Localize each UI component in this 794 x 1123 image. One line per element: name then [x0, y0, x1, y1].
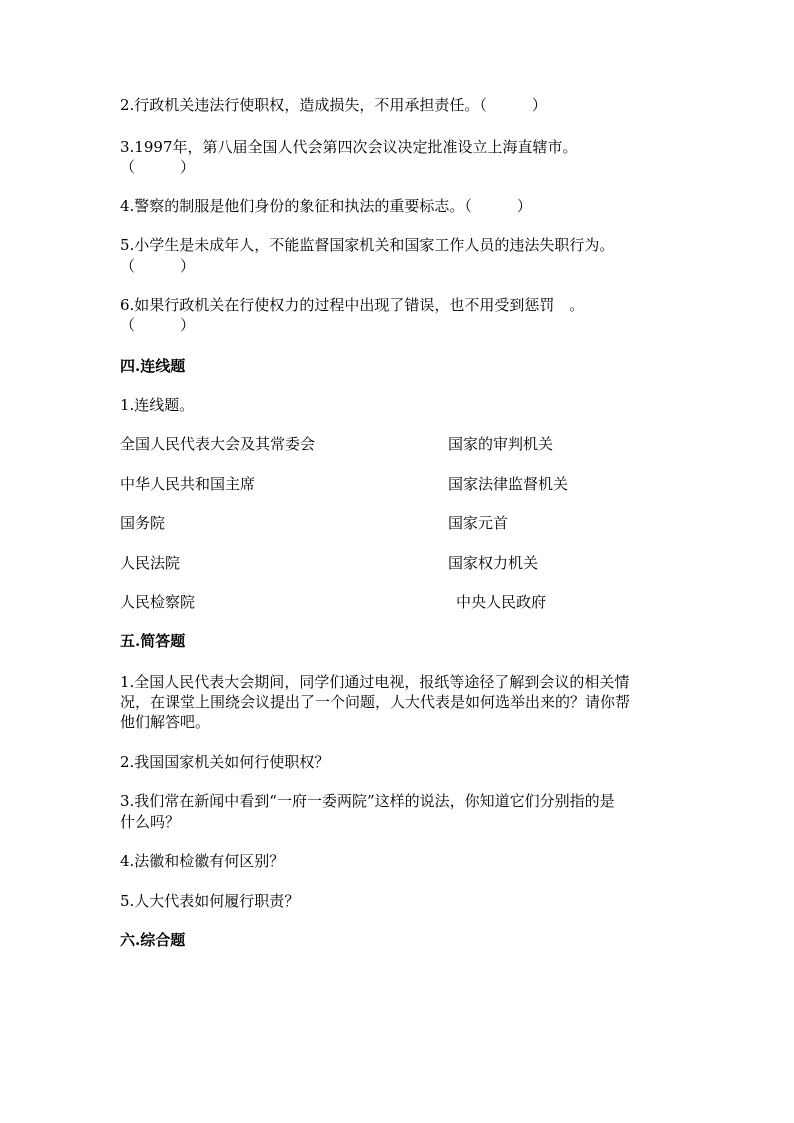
- match-left-item: 国务院: [120, 514, 166, 532]
- match-right-item: 国家权力机关: [448, 554, 539, 572]
- question-6-line-1: 6.如果行政机关在行使权力的过程中出现了错误，也不用受到惩罚 。: [120, 296, 585, 314]
- section-5-question-1-line-1: 1.全国人民代表大会期间，同学们通过电视，报纸等途径了解到会议的相关情: [120, 673, 630, 691]
- match-right-item: 国家的审判机关: [448, 435, 554, 453]
- section-5-question-5: 5.人大代表如何履行职责？: [120, 892, 300, 910]
- section-5-question-1-line-2: 况，在课堂上围绕会议提出了一个问题，人大代表是如何选举出来的？请你帮: [120, 693, 631, 711]
- question-6-answer-blank: （ ）: [120, 316, 196, 334]
- question-5-answer-blank: （ ）: [120, 257, 196, 275]
- match-right-item: 国家法律监督机关: [448, 475, 569, 493]
- question-5-line-1: 5.小学生是未成年人，不能监督国家机关和国家工作人员的违法失职行为。: [120, 236, 615, 254]
- match-right-item: 国家元首: [448, 514, 509, 532]
- match-right-item: 中央人民政府: [456, 593, 547, 611]
- match-left-item: 人民法院: [120, 554, 181, 572]
- section-6-title: 六.综合题: [120, 931, 186, 949]
- section-4-title: 四.连线题: [120, 357, 186, 375]
- match-left-item: 全国人民代表大会及其常委会: [120, 435, 316, 453]
- question-4: 4.警察的制服是他们身份的象征和执法的重要标志。（ ）: [120, 197, 532, 215]
- question-2: 2.行政机关违法行使职权，造成损失，不用承担责任。（ ）: [120, 96, 547, 114]
- section-5-question-3-line-1: 3.我们常在新闻中看到“一府一委两院”这样的说法，你知道它们分别指的是: [120, 792, 615, 810]
- section-5-question-4: 4.法徽和检徽有何区别？: [120, 852, 285, 870]
- section-5-question-3-line-2: 什么吗？: [120, 813, 181, 831]
- question-3-line-1: 3.1997年，第八届全国人代会第四次会议决定批准设立上海直辖市。: [120, 138, 578, 156]
- match-left-item: 中华人民共和国主席: [120, 475, 256, 493]
- section-5-question-2: 2.我国国家机关如何行使职权？: [120, 753, 330, 771]
- question-3-answer-blank: （ ）: [120, 158, 196, 176]
- match-left-item: 人民检察院: [120, 593, 196, 611]
- section-5-question-1-line-3: 他们解答吧。: [120, 713, 211, 731]
- section-4-question-1: 1.连线题。: [120, 396, 195, 414]
- section-5-title: 五.简答题: [120, 632, 186, 650]
